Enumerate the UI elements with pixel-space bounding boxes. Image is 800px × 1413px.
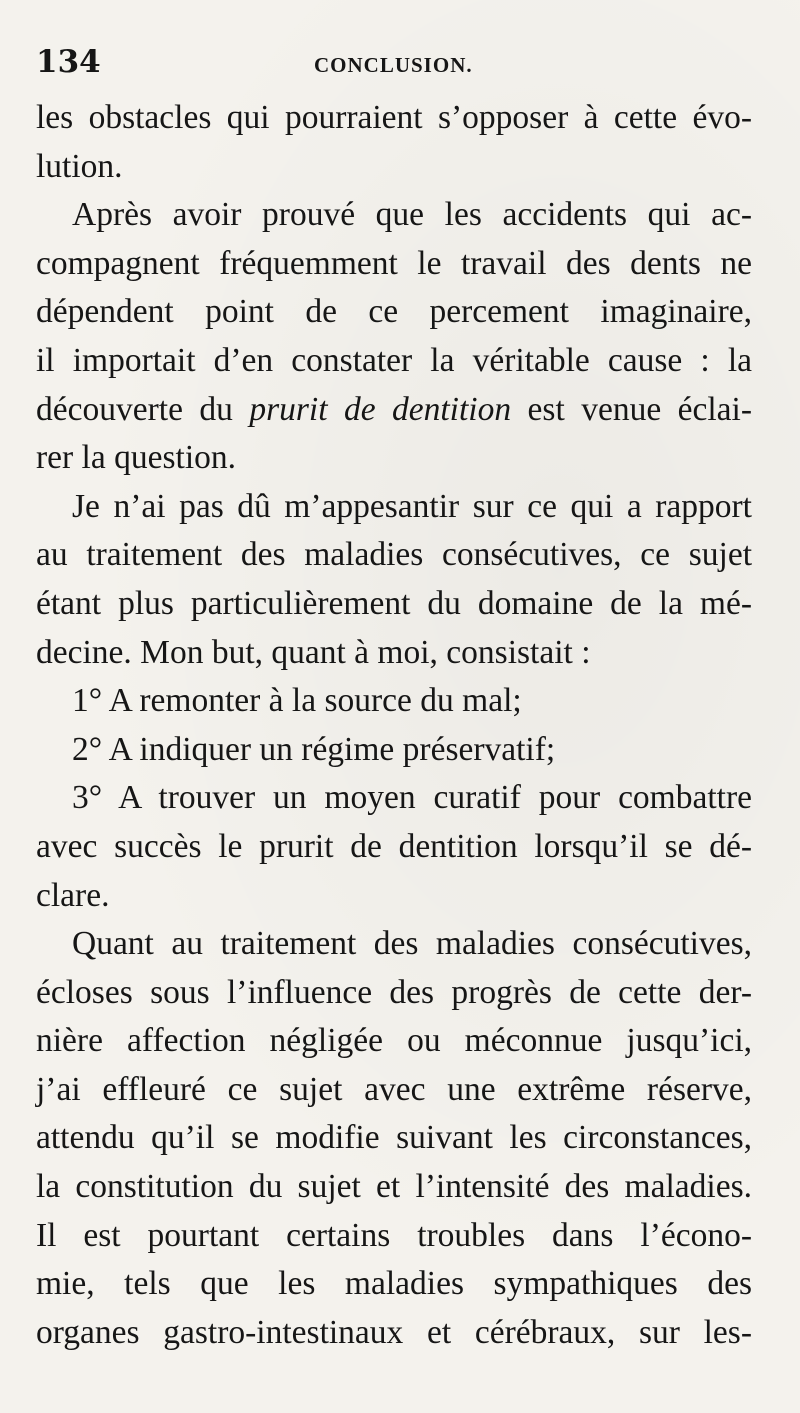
- text-line: dépendent point de ce percement imaginaire,: [36, 293, 752, 331]
- text-line: mie, tels que les maladies sympathiques des: [36, 1265, 752, 1303]
- text-line: Après avoir prouvé que les accidents qui ac-: [72, 196, 752, 234]
- running-title: CONCLUSION.: [314, 53, 473, 77]
- text-line: j’ai effleuré ce sujet avec une extrême réserve,: [36, 1070, 752, 1108]
- text-line: attendu qu’il se modifie suivant les circonstances,: [36, 1119, 752, 1157]
- text-line: [36, 386, 752, 435]
- text-line: 3° A trouver un moyen curatif pour combattre: [72, 779, 752, 817]
- text-line: il importait d’en constater la véritable cause : la: [36, 341, 752, 379]
- text-line: rer la question.: [36, 439, 237, 477]
- text-line: decine. Mon but, quant à moi, consistait :: [36, 633, 591, 671]
- text-line: Quant au traitement des maladies consécutives,: [72, 925, 752, 963]
- text-line: Je n’ai pas dû m’appesantir sur ce qui a rapport: [72, 487, 752, 525]
- italic-term: prurit de dentition: [249, 390, 512, 428]
- text-line: clare.: [36, 876, 110, 914]
- text-line: 1° A remonter à la source du mal;: [72, 682, 522, 720]
- text-line-segment: découverte du: [36, 390, 250, 428]
- text-line: les obstacles qui pourraient s’opposer à cette évo-: [36, 99, 752, 136]
- text-line: compagnent fréquemment le travail des dents ne: [36, 244, 752, 282]
- text-line: lution.: [36, 147, 123, 185]
- page-number: 134: [36, 44, 101, 80]
- text-line: avec succès le prurit de dentition lorsqu’il se dé-: [36, 827, 752, 865]
- text-line: organes gastro-intestinaux et cérébraux, sur les-: [36, 1313, 752, 1351]
- text-line: la constitution du sujet et l’intensité des maladies.: [36, 1168, 752, 1206]
- text-line: étant plus particulièrement du domaine de la mé-: [36, 584, 752, 622]
- text-line: Il est pourtant certains troubles dans l’écono-: [36, 1216, 752, 1254]
- text-line-segment: est venue éclai-: [511, 390, 752, 428]
- page-header: [36, 44, 740, 84]
- text-line: nière affection négligée ou méconnue jusqu’ici,: [36, 1022, 752, 1060]
- body-text: [36, 94, 752, 1357]
- text-line: 2° A indiquer un régime préservatif;: [72, 730, 556, 768]
- text-line: au traitement des maladies consécutives, ce sujet: [36, 536, 752, 574]
- text-line: écloses sous l’influence des progrès de cette der-: [36, 973, 752, 1011]
